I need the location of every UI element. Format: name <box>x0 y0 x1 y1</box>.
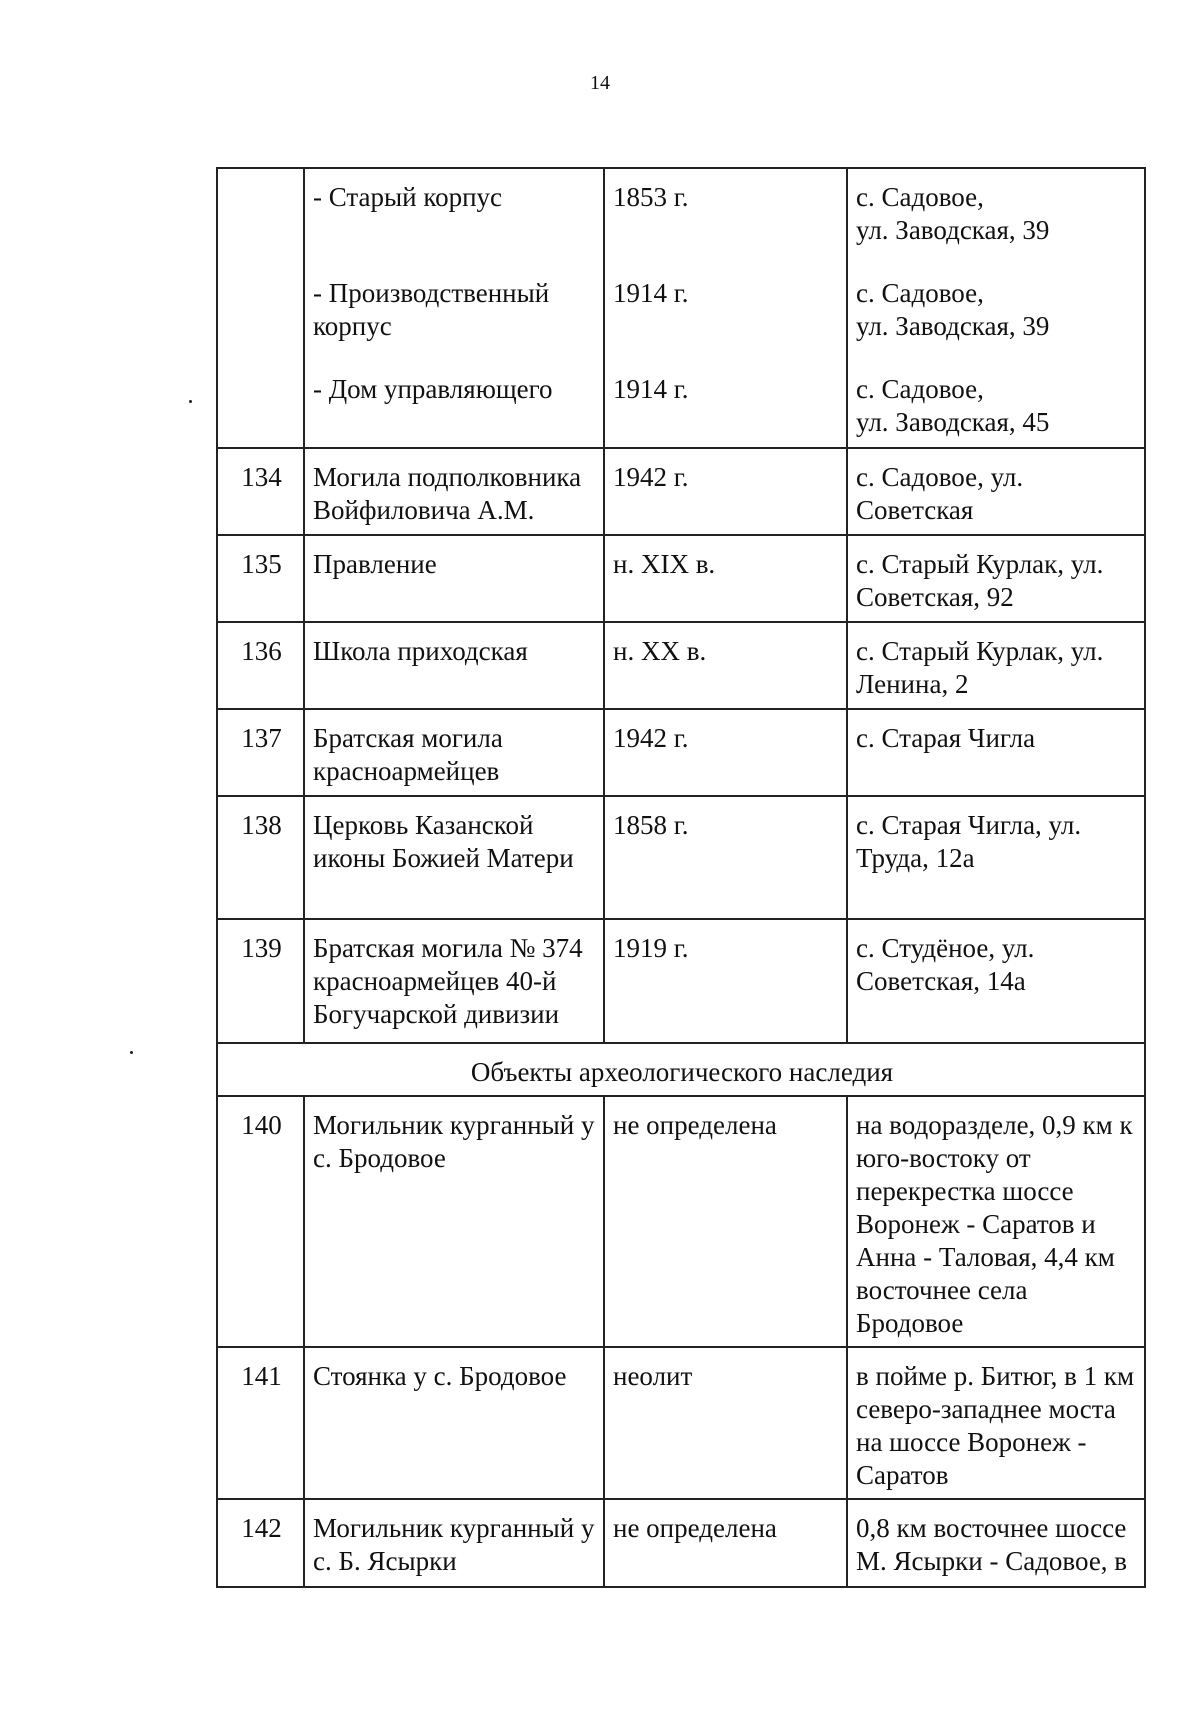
sub-item-date: 1914 г. <box>613 278 689 308</box>
object-name-cell: Школа приходская <box>304 622 604 709</box>
table-row <box>217 535 1145 622</box>
address-cell: 0,8 км восточнее шоссе М. Ясырки - Садовое, в <box>847 1499 1145 1587</box>
section-heading: Объекты археологического наследия <box>217 1043 1145 1096</box>
address-cell: с. Садовое, ул. Советская <box>847 448 1145 535</box>
date-cell: не определена <box>604 1499 847 1587</box>
table-row <box>217 168 1145 448</box>
sub-item-date: 1914 г. <box>613 374 689 404</box>
address-cell: с. Старая Чигла, ул. Труда, 12а <box>847 796 1145 919</box>
object-name-cell: Правление <box>304 535 604 622</box>
row-number-cell: 134 <box>217 448 304 535</box>
sub-item: - Производственный корпус <box>313 278 550 341</box>
row-number-cell: 142 <box>217 1499 304 1587</box>
object-name-cell: Могильник курганный у с. Бродовое <box>304 1096 604 1347</box>
section-row <box>217 1043 1145 1096</box>
row-number-cell: 139 <box>217 919 304 1043</box>
scan-speck <box>130 1051 133 1054</box>
sub-item: - Старый корпус <box>313 182 503 212</box>
date-cell: н. XX в. <box>604 622 847 709</box>
address-line: ул. Заводская, 39 <box>856 311 1050 341</box>
object-name-cell: Могильник курганный у с. Б. Ясырки <box>304 1499 604 1587</box>
object-name-cell: Стоянка у с. Бродовое <box>304 1347 604 1499</box>
address-cell: в пойме р. Битюг, в 1 км северо-западнее моста на шоссе Воронеж - Саратов <box>847 1347 1145 1499</box>
address-line: ул. Заводская, 45 <box>856 407 1050 437</box>
address-cell: с. Старый Курлак, ул. Советская, 92 <box>847 535 1145 622</box>
sub-item-address <box>856 181 1138 247</box>
table-row <box>217 448 1145 535</box>
row-number-cell <box>217 168 304 448</box>
page-number: 14 <box>590 72 610 94</box>
address-cell: с. Старая Чигла <box>847 709 1145 796</box>
table-row <box>217 622 1145 709</box>
address-line: с. Садовое, <box>856 182 984 212</box>
sub-item-address <box>856 277 1138 343</box>
row-number-cell: 135 <box>217 535 304 622</box>
address-cell: с. Студёное, ул. Советская, 14а <box>847 919 1145 1043</box>
table-row <box>217 1499 1145 1587</box>
scan-speck <box>189 400 192 403</box>
row-number-cell: 137 <box>217 709 304 796</box>
sub-item-date: 1853 г. <box>613 182 689 212</box>
table-row <box>217 796 1145 919</box>
date-cell: н. XIX в. <box>604 535 847 622</box>
table-row <box>217 709 1145 796</box>
object-name-cell: Церковь Казанской иконы Божией Матери <box>304 796 604 919</box>
date-cell: 1919 г. <box>604 919 847 1043</box>
row-number-cell: 141 <box>217 1347 304 1499</box>
sub-item-address <box>856 373 1138 439</box>
row-number-cell: 140 <box>217 1096 304 1347</box>
object-name-cell: Братская могила № 374 красноармейцев 40-й Богучарской дивизии <box>304 919 604 1043</box>
address-cell: с. Старый Курлак, ул. Ленина, 2 <box>847 622 1145 709</box>
table-row <box>217 1096 1145 1347</box>
date-cell <box>604 168 847 448</box>
sub-item: - Дом управляющего <box>313 374 553 404</box>
address-line: с. Садовое, <box>856 278 984 308</box>
object-name-cell: Могила подполковника Войфиловича А.М. <box>304 448 604 535</box>
address-cell <box>847 168 1145 448</box>
address-line: с. Садовое, <box>856 374 984 404</box>
table-row <box>217 919 1145 1043</box>
row-number-cell: 136 <box>217 622 304 709</box>
date-cell: неолит <box>604 1347 847 1499</box>
date-cell: 1942 г. <box>604 709 847 796</box>
table-row <box>217 1347 1145 1499</box>
object-name-cell <box>304 168 604 448</box>
row-number-cell: 138 <box>217 796 304 919</box>
address-cell: на водоразделе, 0,9 км к юго-востоку от перекрестка шоссе Воронеж - Саратов и Анна - Таловая, 4,4 км восточнее села Бродовое <box>847 1096 1145 1347</box>
object-name-cell: Братская могила красноармейцев <box>304 709 604 796</box>
heritage-table <box>216 167 1146 1588</box>
date-cell: 1858 г. <box>604 796 847 919</box>
date-cell: 1942 г. <box>604 448 847 535</box>
date-cell: не определена <box>604 1096 847 1347</box>
address-line: ул. Заводская, 39 <box>856 215 1050 245</box>
